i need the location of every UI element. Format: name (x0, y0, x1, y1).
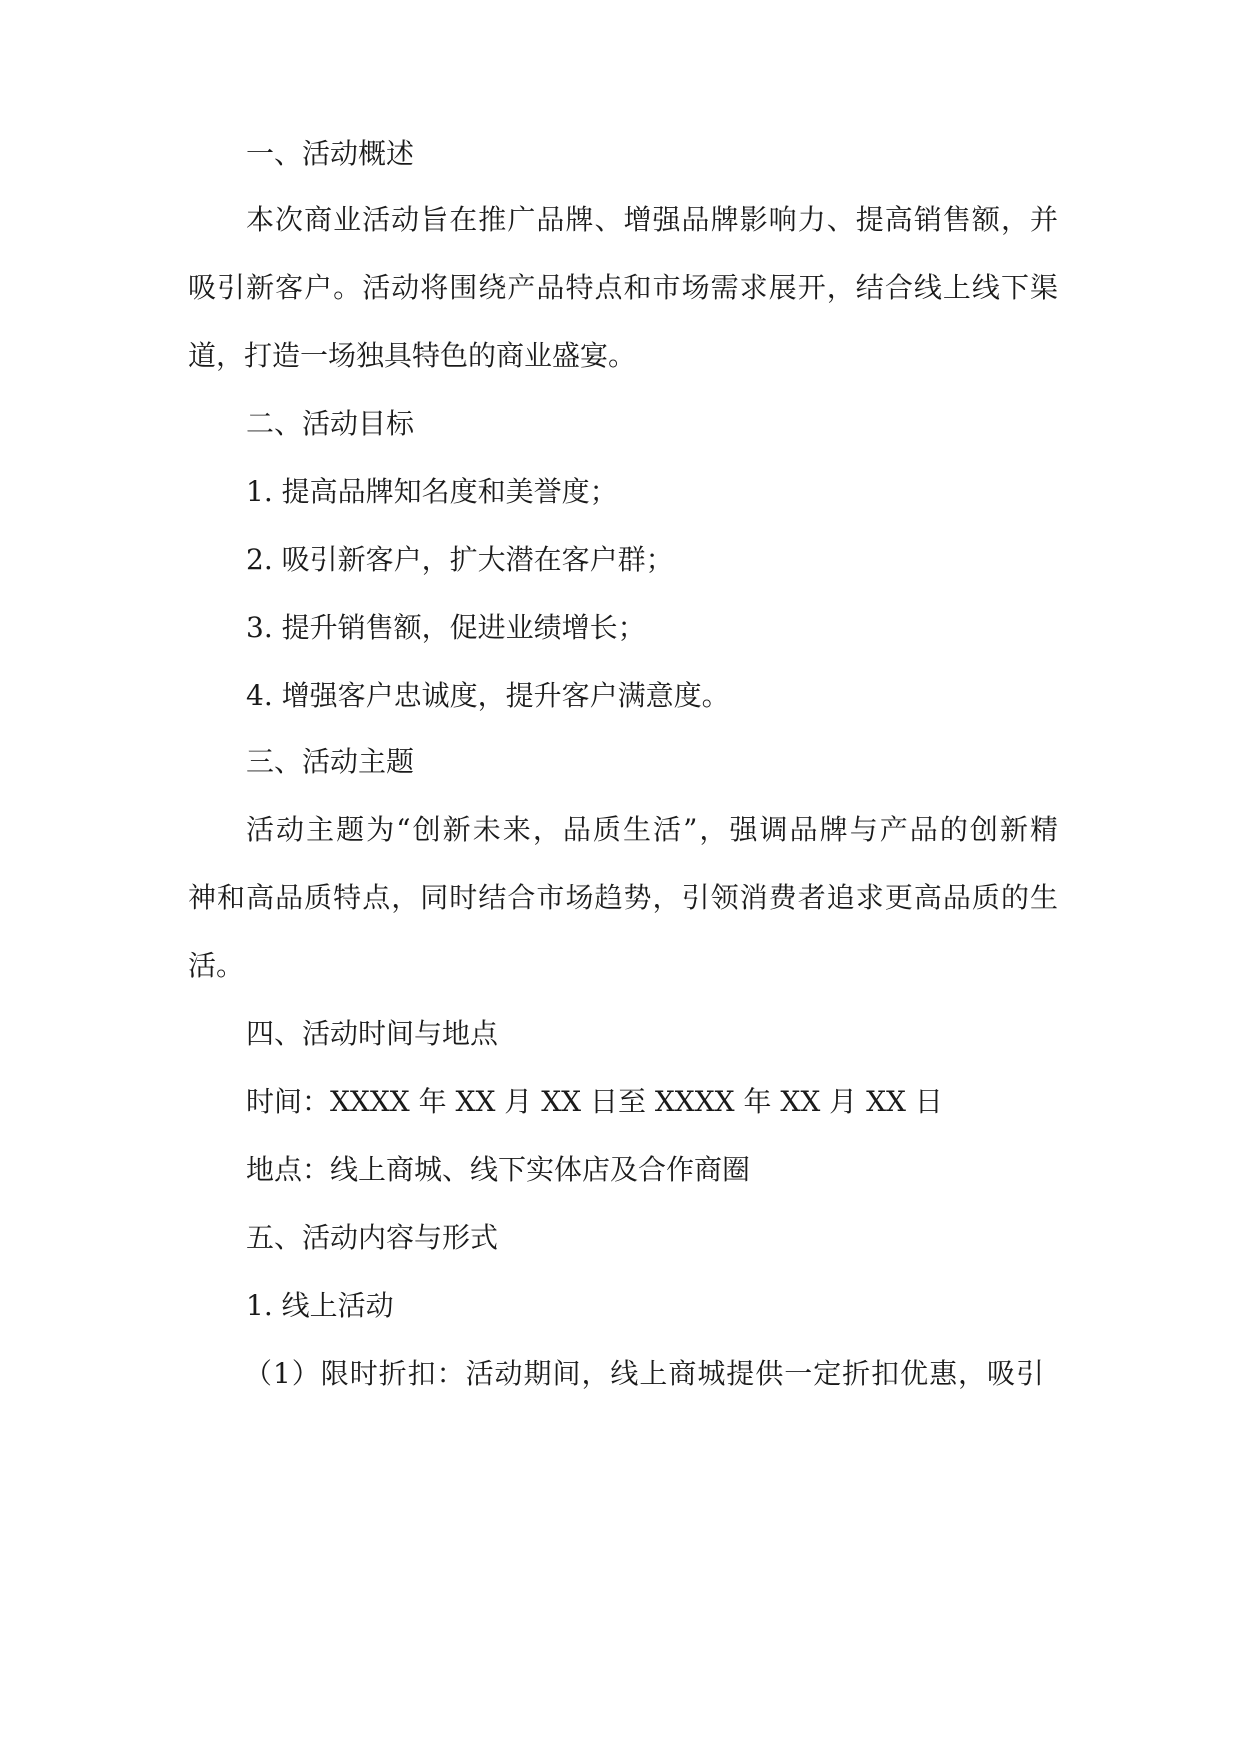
paragraph-line: 神和高品质特点，同时结合市场趋势，引领消费者追求更高品质的生 (188, 881, 1058, 914)
paragraph-line: 道，打造一场独具特色的商业盛宴。 (188, 339, 637, 372)
section-heading-content-form: 五、活动内容与形式 (246, 1221, 499, 1254)
paragraph-line: 本次商业活动旨在推广品牌、增强品牌影响力、提高销售额，并 (246, 203, 1058, 236)
goal-list-item: 2. 吸引新客户，扩大潜在客户群； (246, 543, 674, 576)
event-time: 时间：XXXX 年 XX 月 XX 日至 XXXX 年 XX 月 XX 日 (246, 1085, 943, 1118)
subsection-heading-online: 1. 线上活动 (246, 1289, 394, 1322)
paragraph-line: （1）限时折扣：活动期间，线上商城提供一定折扣优惠，吸引 (244, 1357, 1044, 1390)
section-heading-time-place: 四、活动时间与地点 (246, 1017, 499, 1050)
section-heading-goals: 二、活动目标 (246, 407, 415, 440)
goal-list-item: 1. 提高品牌知名度和美誉度； (246, 475, 618, 508)
paragraph-line: 吸引新客户。活动将围绕产品特点和市场需求展开，结合线上线下渠 (188, 271, 1058, 304)
section-heading-overview: 一、活动概述 (246, 137, 415, 170)
section-heading-theme: 三、活动主题 (246, 745, 415, 778)
paragraph-line: 活动主题为“创新未来，品质生活”，强调品牌与产品的创新精 (246, 813, 1058, 846)
goal-list-item: 3. 提升销售额，促进业绩增长； (246, 611, 646, 644)
event-place: 地点：线上商城、线下实体店及合作商圈 (246, 1153, 751, 1186)
goal-list-item: 4. 增强客户忠诚度，提升客户满意度。 (246, 679, 730, 712)
paragraph-line: 活。 (188, 949, 245, 982)
